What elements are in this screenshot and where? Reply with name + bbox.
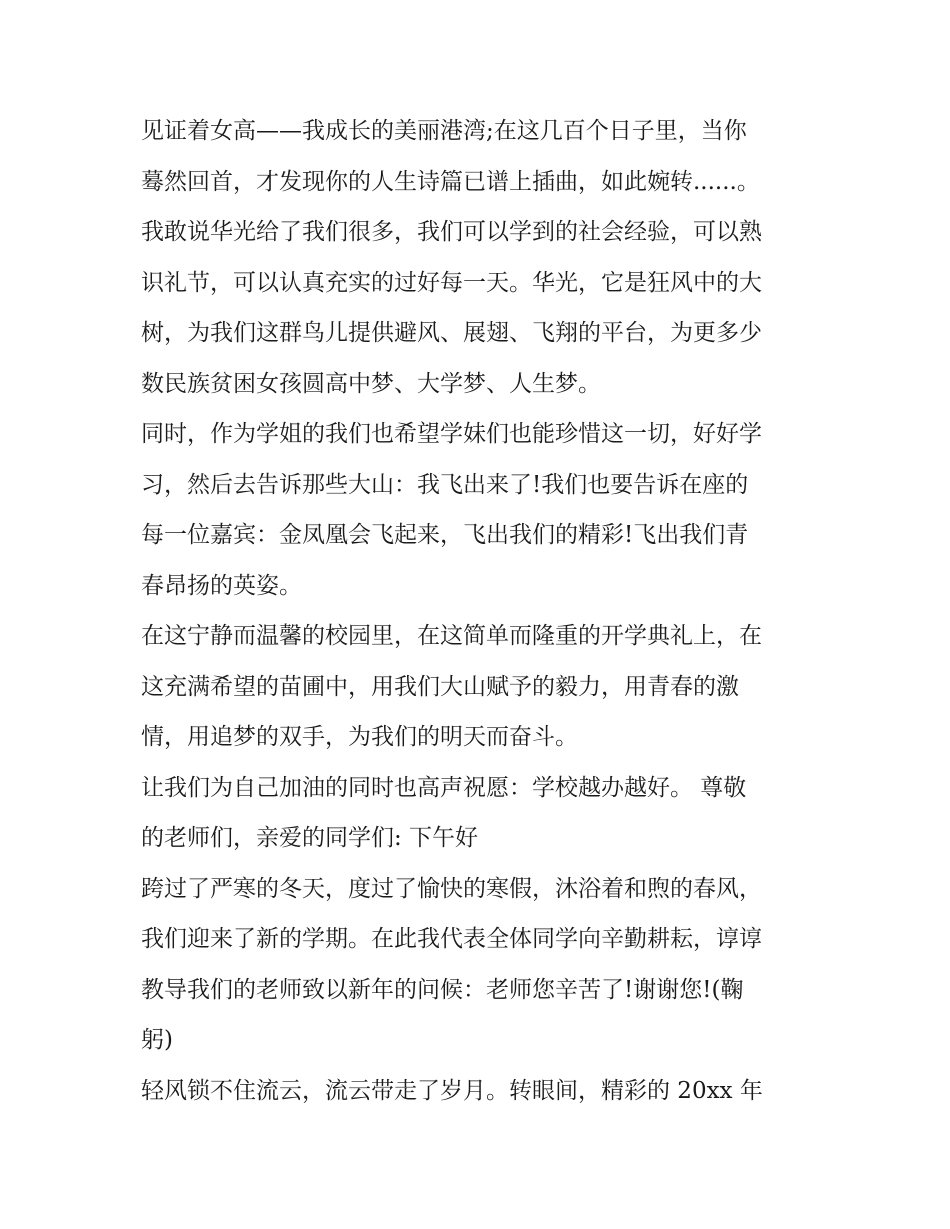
text-line: 的老师们，亲爱的同学们: 下午好 [141, 825, 479, 851]
text-line: 蓦然回首，才发现你的人生诗篇已谱上插曲，如此婉转......。 [141, 168, 760, 195]
text-line: 躬) [141, 1027, 173, 1053]
text-line: 同时，作为学姐的我们也希望学妹们也能珍惜这一切，好好学 [141, 421, 762, 447]
text-line: 情，用追梦的双手，为我们的明天而奋斗。 [141, 724, 578, 750]
text-line: 见证着女高——我成长的美丽港湾;在这几百个日子里，当你 [141, 118, 747, 144]
text-line: 让我们为自己加油的同时也高声祝愿：学校越办越好。 尊敬 [141, 774, 747, 801]
text-line: 识礼节，可以认真充实的过好每一天。华光，它是狂风中的大 [141, 269, 762, 296]
text-line: 轻风锁不住流云，流云带走了岁月。转眼间，精彩的 20xx 年 [141, 1077, 763, 1104]
text-line: 这充满希望的苗圃中，用我们大山赋予的毅力，用青春的激 [141, 673, 739, 700]
text-line: 在这宁静而温馨的校园里，在这简单而隆重的开学典礼上，在 [141, 623, 762, 649]
text-line: 习，然后去告诉那些大山：我飞出来了!我们也要告诉在座的 [141, 471, 749, 498]
document-body [141, 106, 831, 1116]
text-line: 跨过了严寒的冬天，度过了愉快的寒假，沐浴着和煦的春风， [141, 875, 762, 902]
text-line: 每一位嘉宾：金凤凰会飞起来，飞出我们的精彩!飞出我们青 [141, 522, 749, 548]
text-line: 我们迎来了新的学期。在此我代表全体同学向辛勤耕耘，谆谆 [141, 926, 762, 952]
text-line: 教导我们的老师致以新年的问候：老师您辛苦了!谢谢您!(鞠 [141, 976, 744, 1003]
text-line: 春昂扬的英姿。 [141, 572, 302, 599]
text-line: 我敢说华光给了我们很多，我们可以学到的社会经验，可以熟 [141, 219, 762, 245]
text-line: 数民族贫困女孩圆高中梦、大学梦、人生梦。 [141, 370, 601, 397]
text-line: 树，为我们这群鸟儿提供避风、展翅、飞翔的平台，为更多少 [141, 320, 762, 346]
